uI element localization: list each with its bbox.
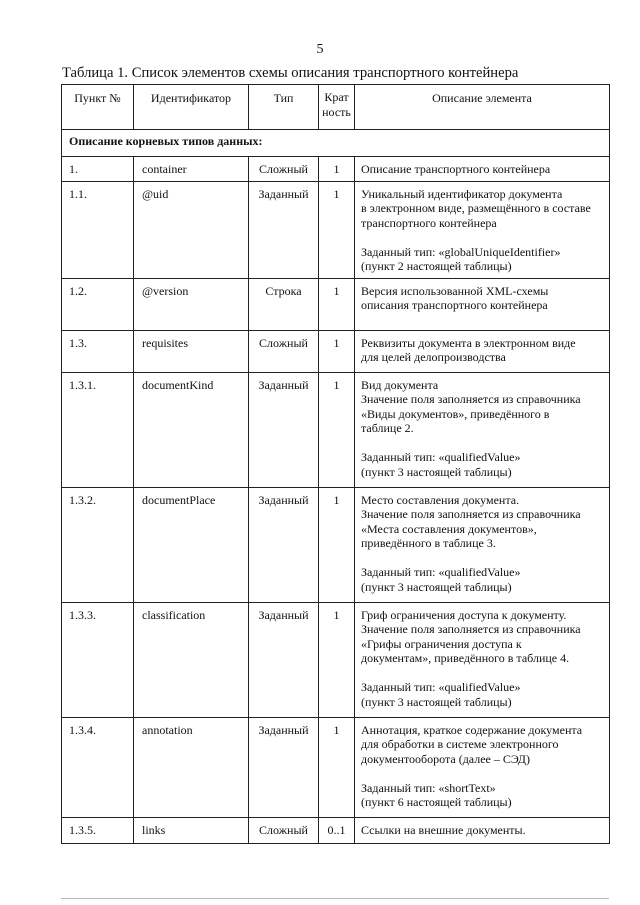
section-row: [62, 130, 610, 157]
row-type-cell: [249, 330, 319, 372]
row-cardinality: 1: [333, 722, 340, 737]
row-description-cell: [355, 330, 610, 372]
description-line: Уникальный идентификатор документа: [361, 186, 563, 201]
row-type: Заданный: [258, 607, 309, 622]
row-description: [355, 603, 609, 714]
description-line: Гриф ограничения доступа к документу.: [361, 607, 567, 622]
row-type-cell: [249, 602, 319, 717]
description-gap: [361, 766, 605, 781]
row-identifier: annotation: [142, 722, 193, 737]
row-description-cell: [355, 602, 610, 717]
description-line: Вид документа: [361, 377, 439, 392]
description-line: (пункт 2 настоящей таблицы): [361, 259, 512, 273]
row-cardinality-cell: [319, 181, 355, 278]
description-line: для обработки в системе электронного: [361, 737, 559, 751]
row-type: Сложный: [259, 335, 308, 350]
row-type-cell: [249, 372, 319, 487]
row-num-cell: [62, 602, 134, 717]
row-description: [355, 279, 609, 317]
description-line: Заданный тип: «shortText»: [361, 780, 496, 795]
row-type: Сложный: [259, 822, 308, 837]
table-row: [62, 717, 610, 817]
header-cardinality-line-2: ность: [322, 104, 351, 119]
row-identifier-cell: [134, 157, 249, 182]
header-num: Пункт №: [62, 85, 134, 130]
row-identifier: documentPlace: [142, 492, 216, 507]
row-num-cell: [62, 817, 134, 843]
row-description: [355, 488, 609, 599]
row-num-cell: [62, 278, 134, 330]
row-num-cell: [62, 717, 134, 817]
header-cardinality-line-1: Крат: [324, 90, 349, 104]
description-line: (пункт 3 настоящей таблицы): [361, 579, 512, 594]
table-row: [62, 330, 610, 372]
row-cardinality-cell: [319, 330, 355, 372]
row-type-cell: [249, 717, 319, 817]
row-description-cell: [355, 717, 610, 817]
row-description: [355, 718, 609, 814]
row-description: [355, 331, 609, 369]
row-description-cell: [355, 372, 610, 487]
description-line: Значение поля заполняется из справочника: [361, 507, 581, 521]
row-num: 1.3.4.: [69, 722, 96, 737]
description-line: Аннотация, краткое содержание документа: [361, 722, 583, 737]
description-line: Версия использованной XML-схемы: [361, 283, 549, 298]
table-row: [62, 372, 610, 487]
table-caption: Таблица 1. Список элементов схемы описания транспортного контейнера: [62, 65, 519, 81]
row-num: 1.3.1.: [69, 377, 96, 392]
description-line: Заданный тип: «qualifiedValue»: [361, 680, 521, 694]
row-num: 1.1.: [69, 186, 87, 201]
row-cardinality-cell: [319, 372, 355, 487]
description-line: Реквизиты документа в электронном виде: [361, 335, 576, 350]
row-num-cell: [62, 330, 134, 372]
description-line: «Места составления документов»,: [361, 521, 537, 536]
row-num-cell: [62, 181, 134, 278]
row-description-cell: [355, 157, 610, 182]
row-identifier-cell: [134, 372, 249, 487]
header-type: Тип: [249, 85, 319, 130]
description-line: (пункт 3 настоящей таблицы): [361, 694, 512, 709]
row-num-cell: [62, 487, 134, 602]
table-row: [62, 602, 610, 717]
row-identifier-cell: [134, 602, 249, 717]
row-type: Заданный: [258, 722, 309, 737]
description-gap: [361, 230, 605, 245]
header-cardinality: [319, 85, 355, 130]
table-header-row: [62, 85, 610, 130]
description-line: Описание транспортного контейнера: [361, 162, 551, 176]
row-identifier: links: [142, 822, 166, 837]
description-gap: [361, 436, 605, 451]
row-identifier-cell: [134, 487, 249, 602]
row-num: 1.3.3.: [69, 607, 96, 622]
row-description-cell: [355, 181, 610, 278]
header-id: Идентификатор: [134, 85, 249, 130]
row-description: [355, 182, 609, 278]
row-identifier: @uid: [142, 186, 169, 201]
row-identifier: documentKind: [142, 377, 214, 392]
description-line: описания транспортного контейнера: [361, 298, 548, 312]
row-type: Строка: [265, 283, 302, 298]
row-identifier-cell: [134, 181, 249, 278]
row-cardinality: 1: [333, 283, 340, 298]
row-identifier-cell: [134, 717, 249, 817]
description-line: (пункт 6 настоящей таблицы): [361, 795, 512, 809]
description-gap: [361, 551, 605, 566]
row-cardinality: 1: [333, 377, 340, 392]
row-cardinality: 1: [333, 186, 340, 201]
row-num: 1.3.5.: [69, 822, 96, 837]
row-num: 1.2.: [69, 283, 87, 298]
table-row: [62, 278, 610, 330]
row-cardinality-cell: [319, 487, 355, 602]
row-type-cell: [249, 181, 319, 278]
description-line: таблице 2.: [361, 421, 414, 435]
row-cardinality-cell: [319, 817, 355, 843]
row-identifier-cell: [134, 330, 249, 372]
row-cardinality-cell: [319, 602, 355, 717]
row-description-cell: [355, 817, 610, 843]
description-line: «Виды документов», приведённого в: [361, 406, 550, 421]
row-identifier: @version: [142, 283, 189, 298]
row-type-cell: [249, 817, 319, 843]
row-identifier: container: [142, 162, 187, 176]
description-line: Заданный тип: «qualifiedValue»: [361, 450, 521, 464]
row-num-cell: [62, 157, 134, 182]
description-line: транспортного контейнера: [361, 215, 497, 230]
row-type: Заданный: [258, 186, 309, 201]
row-cardinality: 1: [333, 335, 340, 350]
row-cardinality-cell: [319, 717, 355, 817]
row-type-cell: [249, 278, 319, 330]
row-cardinality: 1: [333, 492, 340, 507]
section-title-cell: [62, 130, 610, 157]
row-description: [355, 157, 609, 181]
row-num: 1.3.2.: [69, 492, 96, 507]
description-line: в электронном виде, размещённого в составе: [361, 201, 591, 215]
description-line: документам», приведённого в таблице 4.: [361, 651, 570, 665]
description-line: Ссылки на внешние документы.: [361, 822, 526, 837]
table-row: [62, 181, 610, 278]
description-line: Место составления документа.: [361, 492, 520, 507]
row-num: 1.3.: [69, 335, 87, 350]
row-cardinality: 0..1: [327, 822, 346, 837]
row-type-cell: [249, 487, 319, 602]
header-desc: Описание элемента: [355, 85, 610, 130]
row-cardinality-cell: [319, 157, 355, 182]
description-line: документооборота (далее – СЭД): [361, 751, 530, 766]
description-line: для целей делопроизводства: [361, 350, 506, 364]
description-line: Заданный тип: «globalUniqueIdentifier»: [361, 244, 561, 259]
row-cardinality: 1: [333, 607, 340, 622]
row-type: Заданный: [258, 492, 309, 507]
description-gap: [361, 666, 605, 681]
description-line: (пункт 3 настоящей таблицы): [361, 464, 512, 479]
row-description-cell: [355, 487, 610, 602]
page-bottom-rule: [61, 898, 609, 899]
row-description-cell: [355, 278, 610, 330]
description-line: приведённого в таблице 3.: [361, 536, 496, 550]
description-line: Заданный тип: «qualifiedValue»: [361, 565, 521, 579]
page-number: 5: [316, 42, 324, 57]
description-line: «Грифы ограничения доступа к: [361, 636, 522, 651]
table-row: [62, 817, 610, 843]
row-num: 1.: [69, 162, 78, 176]
row-cardinality: 1: [333, 162, 340, 176]
description-line: Значение поля заполняется из справочника: [361, 622, 581, 636]
row-identifier: requisites: [142, 335, 188, 350]
row-type: Сложный: [259, 162, 308, 176]
row-identifier: classification: [142, 607, 206, 622]
table-row: [62, 157, 610, 182]
row-description: [355, 373, 609, 484]
row-type: Заданный: [258, 377, 309, 392]
row-description: [355, 818, 609, 842]
table-row: [62, 487, 610, 602]
row-num-cell: [62, 372, 134, 487]
elements-table: [61, 84, 610, 844]
row-identifier-cell: [134, 817, 249, 843]
row-cardinality-cell: [319, 278, 355, 330]
row-type-cell: [249, 157, 319, 182]
row-identifier-cell: [134, 278, 249, 330]
section-title: Описание корневых типов данных:: [69, 134, 263, 148]
description-line: Значение поля заполняется из справочника: [361, 392, 581, 406]
